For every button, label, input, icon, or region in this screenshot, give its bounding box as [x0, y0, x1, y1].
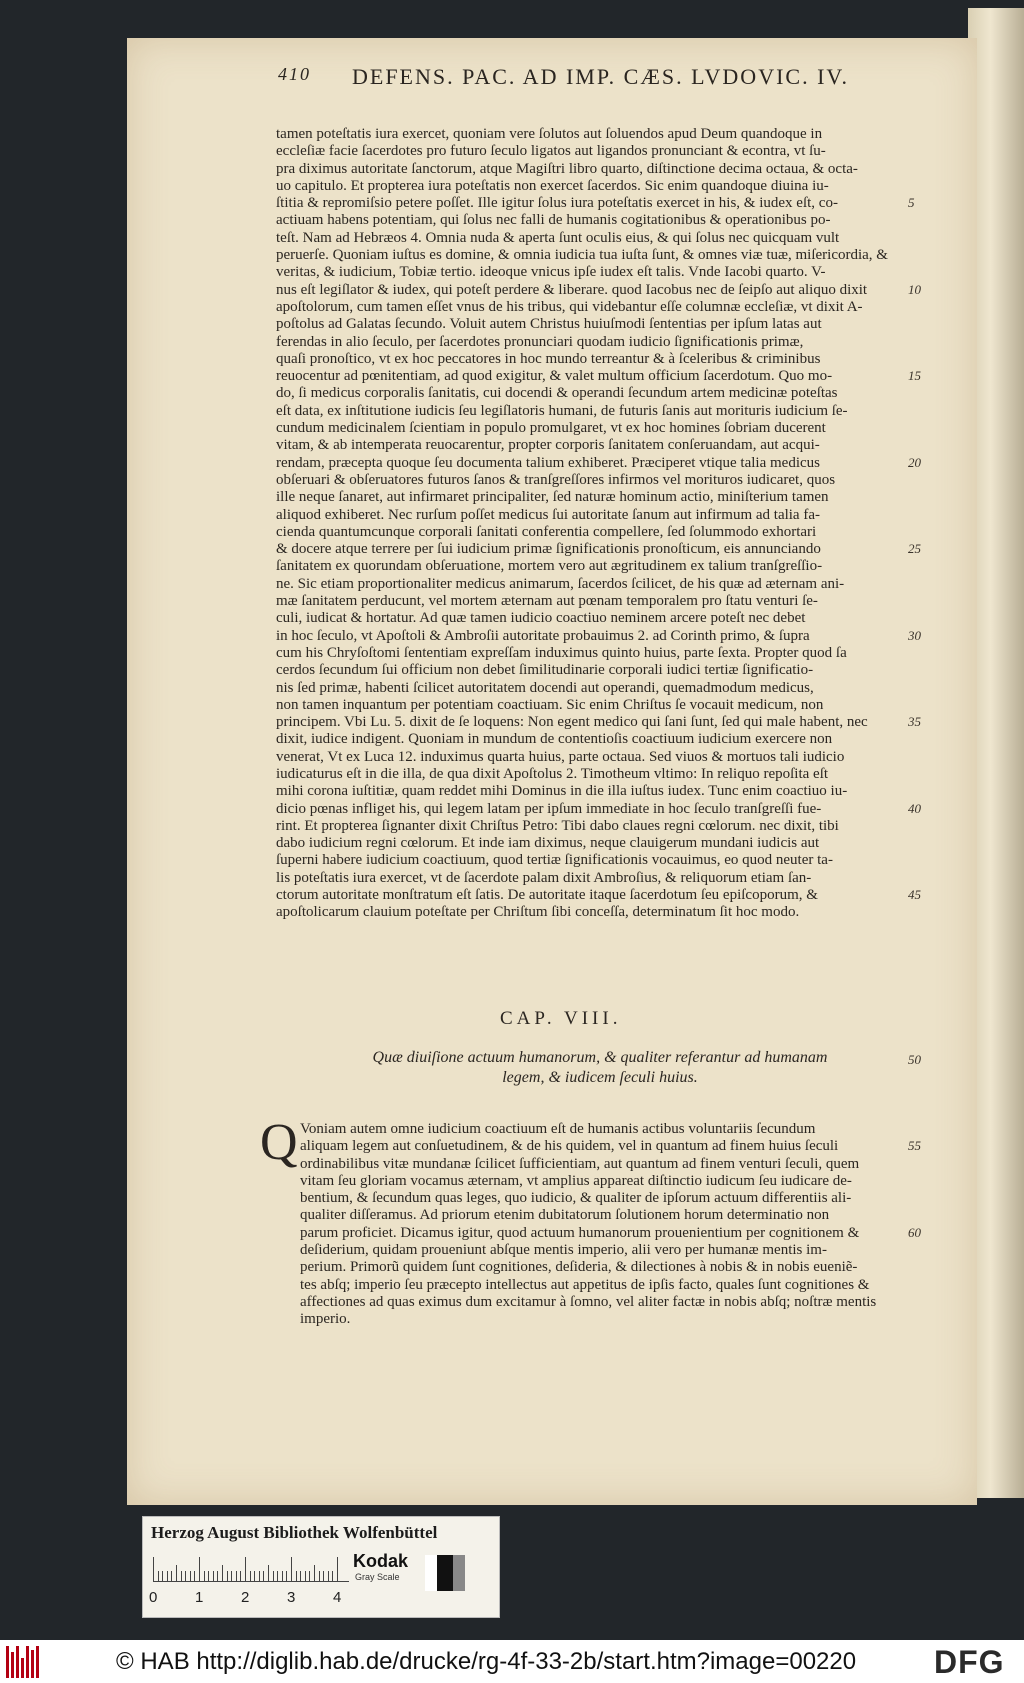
text-line: venerat, Vt ex Luca 12. induximus quarta huius, parte octaua. Sed viuos & mortuos tali iudicio [276, 748, 845, 765]
ruler-tick [332, 1571, 333, 1581]
text-line: uo capitulo. Et propterea iura poteſtatis non exercet ſacerdos. Sic enim quandoque diuina iu- [276, 177, 829, 194]
text-line: ctorum autoritate monſtratum eſt ſatis. De autoritate itaque ſacerdotum ſeu epiſcoporum, & [276, 887, 818, 904]
running-title: DEFENS. PAC. AD IMP. CÆS. LVDOVIC. IV. [352, 64, 849, 89]
drop-capital: Q [260, 1114, 298, 1171]
page-number: 410 [278, 64, 311, 84]
text-line: cum his Chryſoſtomi ſententiam expreſſam induximus quinto huius, parte ſexta. Propter quod ſa [276, 644, 847, 661]
kodak-gray-scale [353, 1551, 408, 1582]
margin-line-number: 35 [908, 714, 921, 729]
ruler-tick [181, 1571, 182, 1581]
margin-line-number: 55 [908, 1138, 921, 1153]
ruler-tick [291, 1557, 292, 1581]
margin-line-number: 45 [908, 887, 921, 902]
margin-line-number: 60 [908, 1225, 921, 1240]
text-line: aliquod exhiberet. Nec rurſum poſſet medicus ſui autoritate ſanum aut infirmum ad talia fa- [276, 506, 820, 523]
ruler-tick [222, 1565, 223, 1581]
text-line: imperio. [300, 1311, 351, 1328]
ruler-tick [300, 1571, 301, 1581]
text-line: pra diximus autoritate ſanctorum, atque Magiſtri libro quarto, diſtinctione decima octaua, & octa- [276, 160, 858, 177]
text-line: apoſtolicarum clauium poteſtate per Chriſtum ſibi conceſſa, determinatum ſit hoc modo. [276, 904, 800, 921]
gray-scale-swatch [425, 1555, 465, 1591]
margin-line-number: 30 [908, 628, 921, 643]
text-line: rint. Et propterea ſignanter dixit Chriſtus Petro: Tibi dabo claues regni cœlorum. nec dixit, tibi [276, 817, 839, 834]
ruler-tick [250, 1571, 251, 1581]
margin-line-number: 10 [908, 282, 921, 297]
text-line: iudicaturus eſt in die illa, de qua dixit Apoſtolus 2. Timotheum vltimo: In reliquo repoſita eſt [276, 765, 829, 782]
body-text-top [276, 126, 906, 922]
dfg-logo: DFG [934, 1644, 1005, 1680]
text-line: dicio pœnas infliget his, qui legem latam per ipſum immediate in hoc ſeculo tranſgreſſi fue- [276, 800, 822, 817]
chapter-title-line1: Quæ diuiſione actuum humanorum, & qualiter referantur ad humanam [372, 1049, 828, 1066]
ruler-tick [158, 1571, 159, 1581]
text-line: do, ſi medicus corporalis ſanitatis, cui docendi & operandi ſecundum artem medicinæ poteſtas [276, 385, 838, 402]
chapter-heading: CAP. VIII. [500, 1008, 622, 1029]
ruler-tick [259, 1571, 260, 1581]
ruler-tick [236, 1571, 237, 1581]
ruler-tick [245, 1557, 246, 1581]
ruler-tick [171, 1571, 172, 1581]
ruler-tick [227, 1571, 228, 1581]
ruler-tick [194, 1571, 195, 1581]
text-line: ordinabilibus vitæ mundanæ ſcilicet ſufficientiam, aut quantum ad finem venturi ſeculi, quem [300, 1155, 860, 1172]
text-line: culi, iudicat & hortatur. Ad quæ tamen iudicio coactiuo neminem arcere poteſt nec debet [276, 610, 806, 627]
text-line: reuocentur ad pœnitentiam, ad quod exigitur, & valet multum officium ſacerdotum. Quo mo- [276, 368, 833, 385]
text-line: ſanitatem ex quorundam obſeruatione, mortem vero aut ægritudinem ex talium tranſgreſſio- [276, 558, 823, 575]
text-line: lis poteſtatis iura exercet, vt de ſacerdote palam dixit Ambroſius, & reliquorum etiam ſan- [276, 869, 812, 886]
copyright-url-link[interactable]: © HAB http://diglib.hab.de/drucke/rg-4f-33-2b/start.htm?image=00220 [116, 1648, 857, 1675]
text-line: deſiderium, quidam proueniunt abſque mentis imperio, alii vero per humanæ mentis im- [300, 1242, 827, 1259]
margin-line-number: 15 [908, 368, 921, 383]
ruler-tick [305, 1571, 306, 1581]
text-line: perium. Primorũ quidem ſunt cognitiones, deſideria, & dilectiones à nobis & in nobis eueniẽ- [300, 1259, 858, 1276]
ruler-number: 3 [287, 1589, 296, 1606]
ruler-tick [176, 1565, 177, 1581]
ruler-tick [162, 1571, 163, 1581]
text-line: & docere atque terrere per ſui iudicium primæ ſignificationis pronoſticum, eis annunciando [276, 541, 821, 558]
text-line: bentium, & ſecundum quas leges, quo iudicio, & qualiter de ipſorum actuum differentiis ali- [300, 1190, 852, 1207]
text-line: mihi corona iuſtitiæ, quam reddet mihi Dominus in die illa iuſtus iudex. Tunc enim coactiuo iu- [276, 783, 848, 800]
page-header [150, 64, 940, 94]
ruler-tick [254, 1571, 255, 1581]
ruler-tick [314, 1565, 315, 1581]
library-name: Herzog August Bibliothek Wolfenbüttel [151, 1523, 438, 1542]
ruler-tick [286, 1571, 287, 1581]
kodak-brand: Kodak [353, 1551, 409, 1571]
library-color-card [142, 1516, 500, 1618]
text-line: teſt. Nam ad Hebræos 4. Omnia nuda & aperta ſunt oculis eius, & qui ſolus nec quicquam vult [276, 229, 840, 246]
text-line: ille neque ſanaret, aut infirmaret principaliter, ſed naturæ hominum actio, miniſterium tamen [276, 489, 829, 506]
ruler-tick [319, 1571, 320, 1581]
text-line: cerdos ſecundum ſui officium non debet ſimilitudinarie corporali iudici tertiæ ſignificatio- [276, 662, 814, 679]
text-line: aliquam legem aut conſuetudinem, & de his quidem, vel in quantum ad finem huius ſeculi [300, 1138, 839, 1155]
text-line: apoſtolorum, cum tamen eſſet vnus de his tribus, qui videbantur eſſe columnæ eccleſiæ, vt dixit A- [276, 298, 863, 315]
body-text-bottom [300, 1121, 903, 1329]
chapter-title [330, 1048, 870, 1088]
ruler-tick [167, 1571, 168, 1581]
text-line: vitam ſeu gloriam vocamus æternam, vt amplius appareat diſtinctio iudicum ſeu iudicare de- [300, 1172, 852, 1189]
text-line: ſuperni habere iudicium coactiuum, quod tertiæ ſignificationis vocauimus, eo quod neuter ta- [276, 852, 833, 869]
ruler-number: 4 [333, 1589, 342, 1606]
margin-line-number: 25 [908, 541, 921, 556]
text-line: qualiter diſſeramus. Ad priorum etenim dubitatorum ſolutionem horum determinatio non [300, 1207, 830, 1224]
text-line: parum proficiet. Dicamus igitur, quod actuum humanorum prouenientium per cognitionem & [300, 1224, 860, 1241]
text-line: dixit, iudice indigent. Quoniam in mundum de contentioſis coactiuum iudicium exercere non [276, 731, 833, 748]
text-line: poſtolus ad Galatas ſecundo. Voluit autem Christus huiuſmodi ſententias per ipſum latas aut [276, 316, 822, 333]
margin-line-number: 50 [908, 1052, 921, 1067]
text-line: tamen poteſtatis iura exercet, quoniam vere ſolutos aut ſoluendos apud Deum quandoque in [276, 126, 823, 142]
kodak-subtitle: Gray Scale [355, 1572, 400, 1582]
ruler-number: 2 [241, 1589, 250, 1606]
text-line: rendam, præcepta quoque ſeu documenta talium exhiberet. Præciperet vtique talia medicus [276, 454, 820, 471]
text-line: affectiones ad quas eximus dum excitamur à ſomno, vel aliter factæ in nobis abſq; noſtræ mentis [300, 1293, 877, 1310]
ruler-number: 0 [149, 1589, 158, 1606]
ruler-tick [217, 1571, 218, 1581]
ruler-tick [213, 1571, 214, 1581]
ruler-tick [328, 1571, 329, 1581]
text-line: peruerſe. Quoniam iuſtus es domine, & omnia iudicia tua iuſta ſunt, & omnes viæ tuæ, miſericordia, & [276, 247, 888, 264]
text-line: non tamen inquantum per potentiam coactiuam. Sic enim Chriſtus ſe vocauit medicum, non [276, 696, 824, 713]
footer-bar [0, 1640, 1024, 1683]
margin-line-number: 20 [908, 455, 921, 470]
ruler-tick [240, 1571, 241, 1581]
text-line: cundum medicinalem ſcientiam in populo promulgaret, vt ex hoc homines ſobriam ducerent [276, 420, 826, 437]
scale-ruler [153, 1555, 349, 1582]
chapter-title-line2: legem, & iudicem ſeculi huius. [502, 1069, 698, 1086]
text-line: veritas, & iudicium, Tobiæ tertio. ideoque vnicus ipſe iudex eſt talis. Vnde Iacobi quarto. V- [276, 264, 826, 281]
text-line: ſtitia & repromiſsio petere poſſet. Ille igitur ſolus iura poteſtatis exercet in his, & iudex eſt, co- [276, 195, 838, 212]
ruler-tick [153, 1557, 154, 1581]
text-line: obſeruari & obſeruatores futuros ſanos & tranſgreſſores infirmos vel morituros iudicaret, quos [276, 471, 836, 488]
margin-line-number: 40 [908, 801, 921, 816]
ruler-tick [282, 1571, 283, 1581]
text-line: cienda quantumcunque corporali ſanitati conferentia compellere, ſed ſolummodo exhortari [276, 523, 817, 540]
margin-line-number: 5 [908, 195, 915, 210]
text-line: ne. Sic etiam proportionaliter medicus animarum, ſacerdos ſcilicet, de his quæ ad æternam ani- [276, 575, 845, 592]
text-line: mæ ſanitatem perducunt, vel mortem æternam aut pœnam temporalem pro ſtatu venturi ſe- [276, 593, 818, 610]
text-line: dabo iudicium regni cœlorum. Et inde iam diximus, neque clauigerum mundani iudicis aut [276, 835, 820, 852]
ruler-number: 1 [195, 1589, 204, 1606]
ruler-tick [309, 1571, 310, 1581]
text-line: nis ſed primæ, habenti ſcilicet autoritatem docendi aut operandi, quemadmodum medicus, [276, 679, 814, 696]
ruler-tick [268, 1565, 269, 1581]
text-line: nus eſt legiſlator & iudex, qui poteſt perdere & liberare. quod Iacobus nec de ſeipſo aut aliquo dixit [276, 281, 868, 298]
text-line: vitam, & ab intemperata reuocarentur, propter corporis ſanitatem conſeruandam, aut acqui- [276, 437, 820, 454]
ruler-tick [185, 1571, 186, 1581]
hab-logo-icon [6, 1646, 46, 1678]
text-line: Voniam autem omne iudicium coactiuum eſt de humanis actibus voluntariis ſecundum [300, 1121, 816, 1137]
ruler-tick [296, 1571, 297, 1581]
ruler-tick [208, 1571, 209, 1581]
text-line: eſt data, ex inſtitutione iudicis ſeu legiſlatoris humani, de futuris ſanis aut morituris iudicium ſe- [276, 402, 848, 419]
ruler-tick [204, 1571, 205, 1581]
text-line: in hoc ſeculo, vt Apoſtoli & Ambroſii autoritate probauimus 2. ad Corinth primo, & ſupra [276, 627, 810, 644]
text-line: quaſi pronoſtico, vt ex hoc peccatores in hoc mundo terreantur & à ſceleribus & criminibus [276, 350, 821, 367]
text-line: tes abſq; imperio ſeu præcepto intellectus aut appetitus de ipſis facto, quales ſunt cognitiones & [300, 1276, 870, 1293]
ruler-tick [323, 1571, 324, 1581]
ruler-tick [277, 1571, 278, 1581]
text-line: actiuam habens potentiam, qui ſolus nec falli de humanis cogitationibus & operationibus po- [276, 212, 831, 229]
ruler-tick [231, 1571, 232, 1581]
ruler-tick [190, 1571, 191, 1581]
ruler-tick [337, 1557, 338, 1581]
ruler-tick [273, 1571, 274, 1581]
text-line: ferendas in alio ſeculo, per ſacerdotes pronunciari quodam iudicio ſignificationis primæ, [276, 333, 804, 350]
text-line: principem. Vbi Lu. 5. dixit de ſe loquens: Non egent medico qui ſani ſunt, ſed qui male habent, nec [276, 714, 868, 731]
text-line: eccleſiæ facie ſacerdotes pro futuro ſeculo ligatos aut ligandos pronunciant & econtra, vt ſu- [276, 143, 826, 160]
ruler-tick [199, 1557, 200, 1581]
ruler-tick [263, 1571, 264, 1581]
